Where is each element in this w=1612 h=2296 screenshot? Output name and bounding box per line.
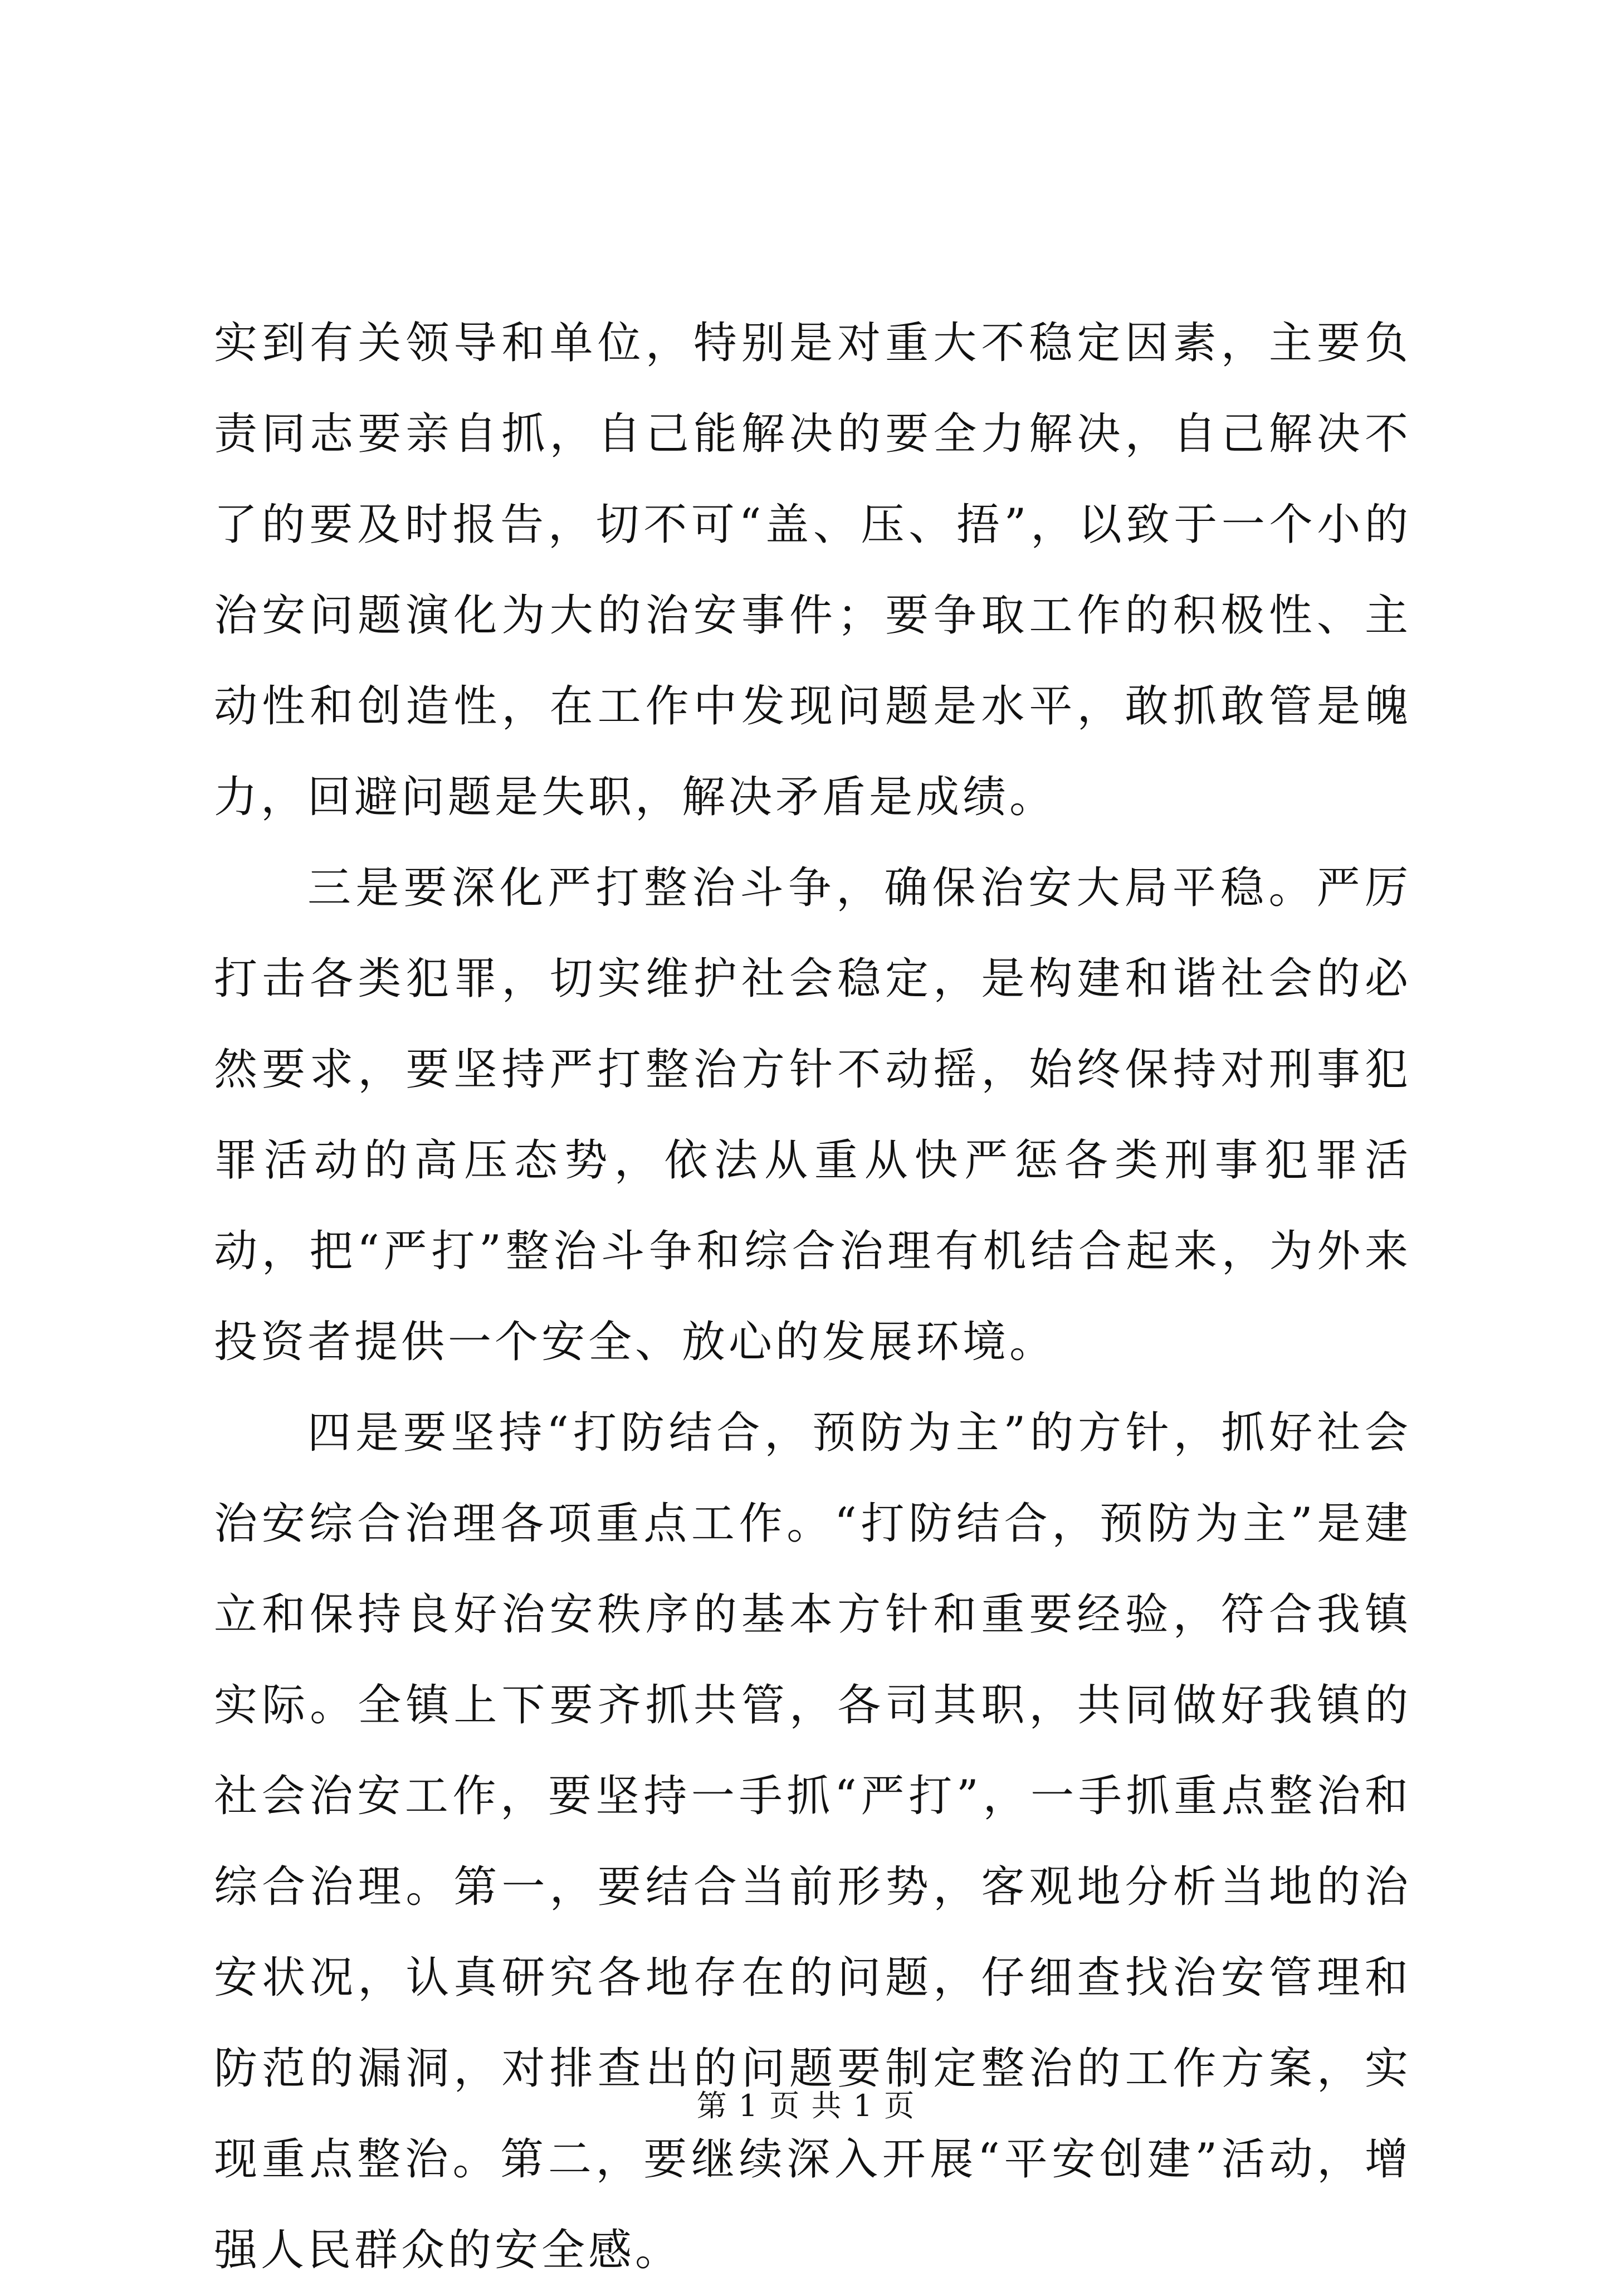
page-footer-number: 第 1 页 共 1 页 bbox=[696, 2088, 916, 2123]
paragraph-point-four: 四是要坚持“打防结合，预防为主”的方针，抓好社会治安综合治理各项重点工作。“打防结合，预防为主”是建立和保持良好治安秩序的基本方针和重要经验，符合我镇实际。全镇上下要齐抓共管，各司其职，共同做好我镇的社会治安工作，要坚持一手抓“严打”，一手抓重点整治和综合治理。第一，要结合当前形势，客观地分析当地的治安状况，认真研究各地存在的问题，仔细查找治安管理和防范的漏洞，对排查出的问题要制定整治的工作方案，实现重点整治。第二，要继续深入开展“平安创建”活动，增强人民群众的安全感。 bbox=[214, 1408, 1411, 2275]
paragraph-point-three: 三是要深化严打整治斗争，确保治安大局平稳。严厉打击各类犯罪，切实维护社会稳定，是构建和谐社会的必然要求，要坚持严打整治方针不动摇，始终保持对刑事犯罪活动的高压态势，依法从重从快严惩各类刑事犯罪活动，把“严打”整治斗争和综合治理有机结合起来，为外来投资者提供一个安全、放心的发展环境。 bbox=[214, 863, 1411, 1367]
paragraph-continued-text: 实到有关领导和单位，特别是对重大不稳定因素，主要负责同志要亲自抓，自己能解决的要全力解决，自己解决不了的要及时报告，切不可“盖、压、捂”，以致于一个小的治安问题演化为大的治安事件；要争取工作的积极性、主动性和创造性，在工作中发现问题是水平，敢抓敢管是魄力，回避问题是失职，解决矛盾是成绩。 bbox=[214, 318, 1411, 822]
document-body bbox=[214, 298, 1411, 2296]
